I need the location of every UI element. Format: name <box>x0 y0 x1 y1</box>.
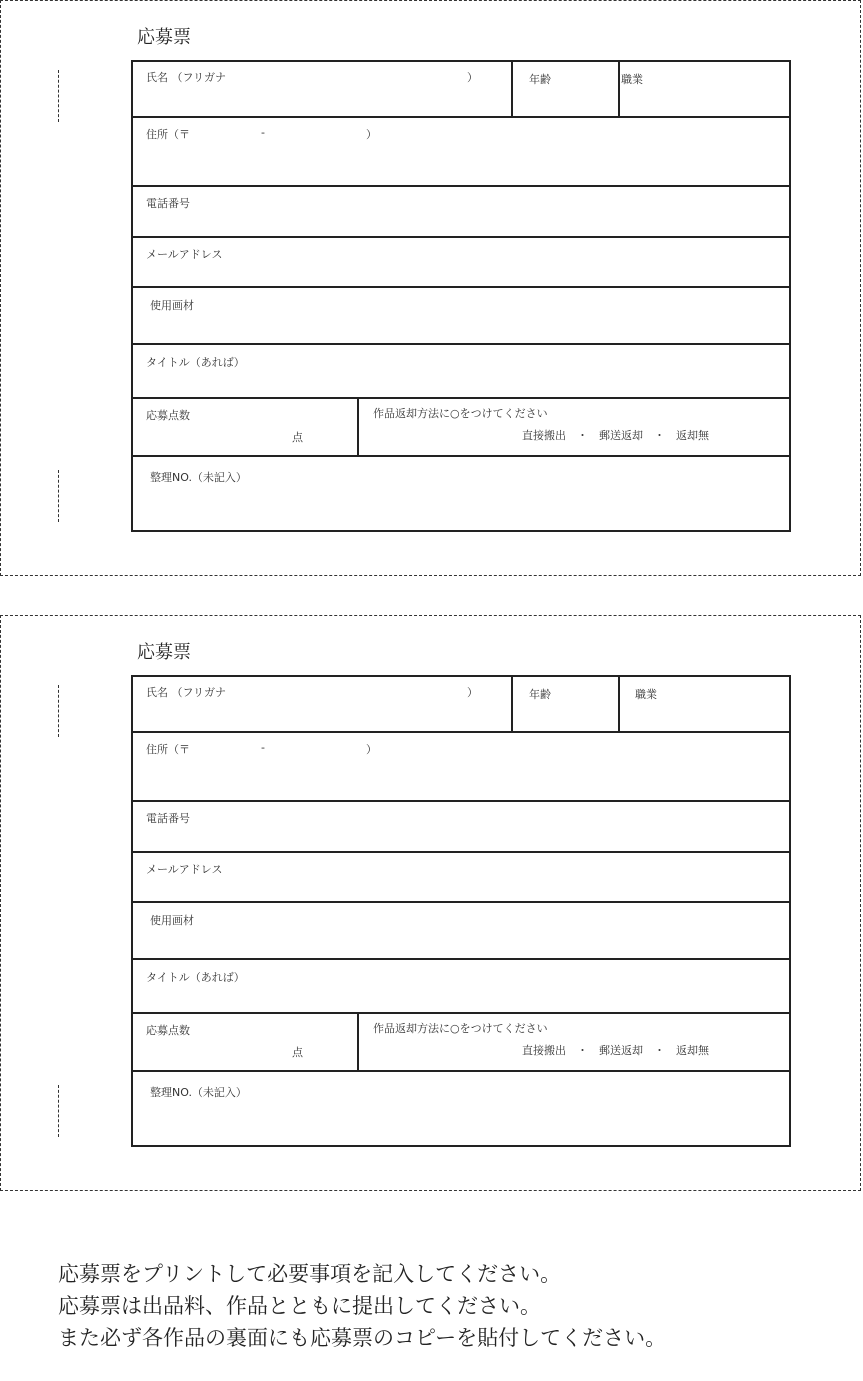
occupation-label: 職業 <box>621 73 643 86</box>
email-label: メールアドレス <box>146 863 223 876</box>
material-row <box>133 288 789 345</box>
instructions <box>58 1258 858 1354</box>
return-method-label: 作品返却方法に○をつけてください <box>373 407 548 420</box>
instruction-line: また必ず各作品の裏面にも応募票のコピーを貼付してください。 <box>58 1326 667 1350</box>
email-row <box>133 238 789 288</box>
phone-label: 電話番号 <box>146 197 190 210</box>
id-row <box>133 1072 789 1149</box>
binding-mark <box>58 1085 59 1137</box>
address-dash: - <box>261 741 265 754</box>
age-label: 年齢 <box>529 688 551 701</box>
work-title-row <box>133 960 789 1014</box>
binding-mark <box>58 470 59 522</box>
material-label: 使用画材 <box>150 914 194 927</box>
work-title-row <box>133 345 789 399</box>
email-row <box>133 853 789 903</box>
entry-form-table <box>131 675 791 1147</box>
form-title: 応募票 <box>137 27 191 48</box>
phone-row <box>133 802 789 853</box>
age-label: 年齢 <box>529 73 551 86</box>
work-title-label: タイトル（あれば） <box>146 971 245 984</box>
instruction-line: 応募票をプリントして必要事項を記入してください。 <box>58 1262 562 1286</box>
id-label: 整理NO.（未記入） <box>150 1086 247 1099</box>
occupation-label: 職業 <box>635 688 657 701</box>
address-close-paren: ） <box>366 743 377 756</box>
return-method-label: 作品返却方法に○をつけてください <box>373 1022 548 1035</box>
count-unit: 点 <box>292 1046 303 1059</box>
name-close-paren: ） <box>467 686 478 699</box>
name-label: 氏名 （フリガナ <box>146 71 226 84</box>
address-row <box>133 118 789 187</box>
name-row <box>133 62 789 118</box>
name-row <box>133 677 789 733</box>
name-label: 氏名 （フリガナ <box>146 686 226 699</box>
email-label: メールアドレス <box>146 248 223 261</box>
instruction-line: 応募票は出品料、作品とともに提出してください。 <box>58 1294 541 1318</box>
count-return-row <box>133 1014 789 1072</box>
entry-form-table <box>131 60 791 532</box>
count-label: 応募点数 <box>146 1024 190 1037</box>
address-row <box>133 733 789 802</box>
address-close-paren: ） <box>366 128 377 141</box>
binding-mark <box>58 70 59 122</box>
address-dash: - <box>261 126 265 139</box>
name-close-paren: ） <box>467 71 478 84</box>
count-return-row <box>133 399 789 457</box>
address-label: 住所（〒 <box>146 128 190 141</box>
count-unit: 点 <box>292 431 303 444</box>
work-title-label: タイトル（あれば） <box>146 356 245 369</box>
return-options: 直接搬出 ・ 郵送返却 ・ 返却無 <box>522 1044 709 1057</box>
form-title: 応募票 <box>137 642 191 663</box>
material-label: 使用画材 <box>150 299 194 312</box>
phone-row <box>133 187 789 238</box>
phone-label: 電話番号 <box>146 812 190 825</box>
id-row <box>133 457 789 534</box>
address-label: 住所（〒 <box>146 743 190 756</box>
count-label: 応募点数 <box>146 409 190 422</box>
id-label: 整理NO.（未記入） <box>150 471 247 484</box>
return-options: 直接搬出 ・ 郵送返却 ・ 返却無 <box>522 429 709 442</box>
material-row <box>133 903 789 960</box>
binding-mark <box>58 685 59 737</box>
